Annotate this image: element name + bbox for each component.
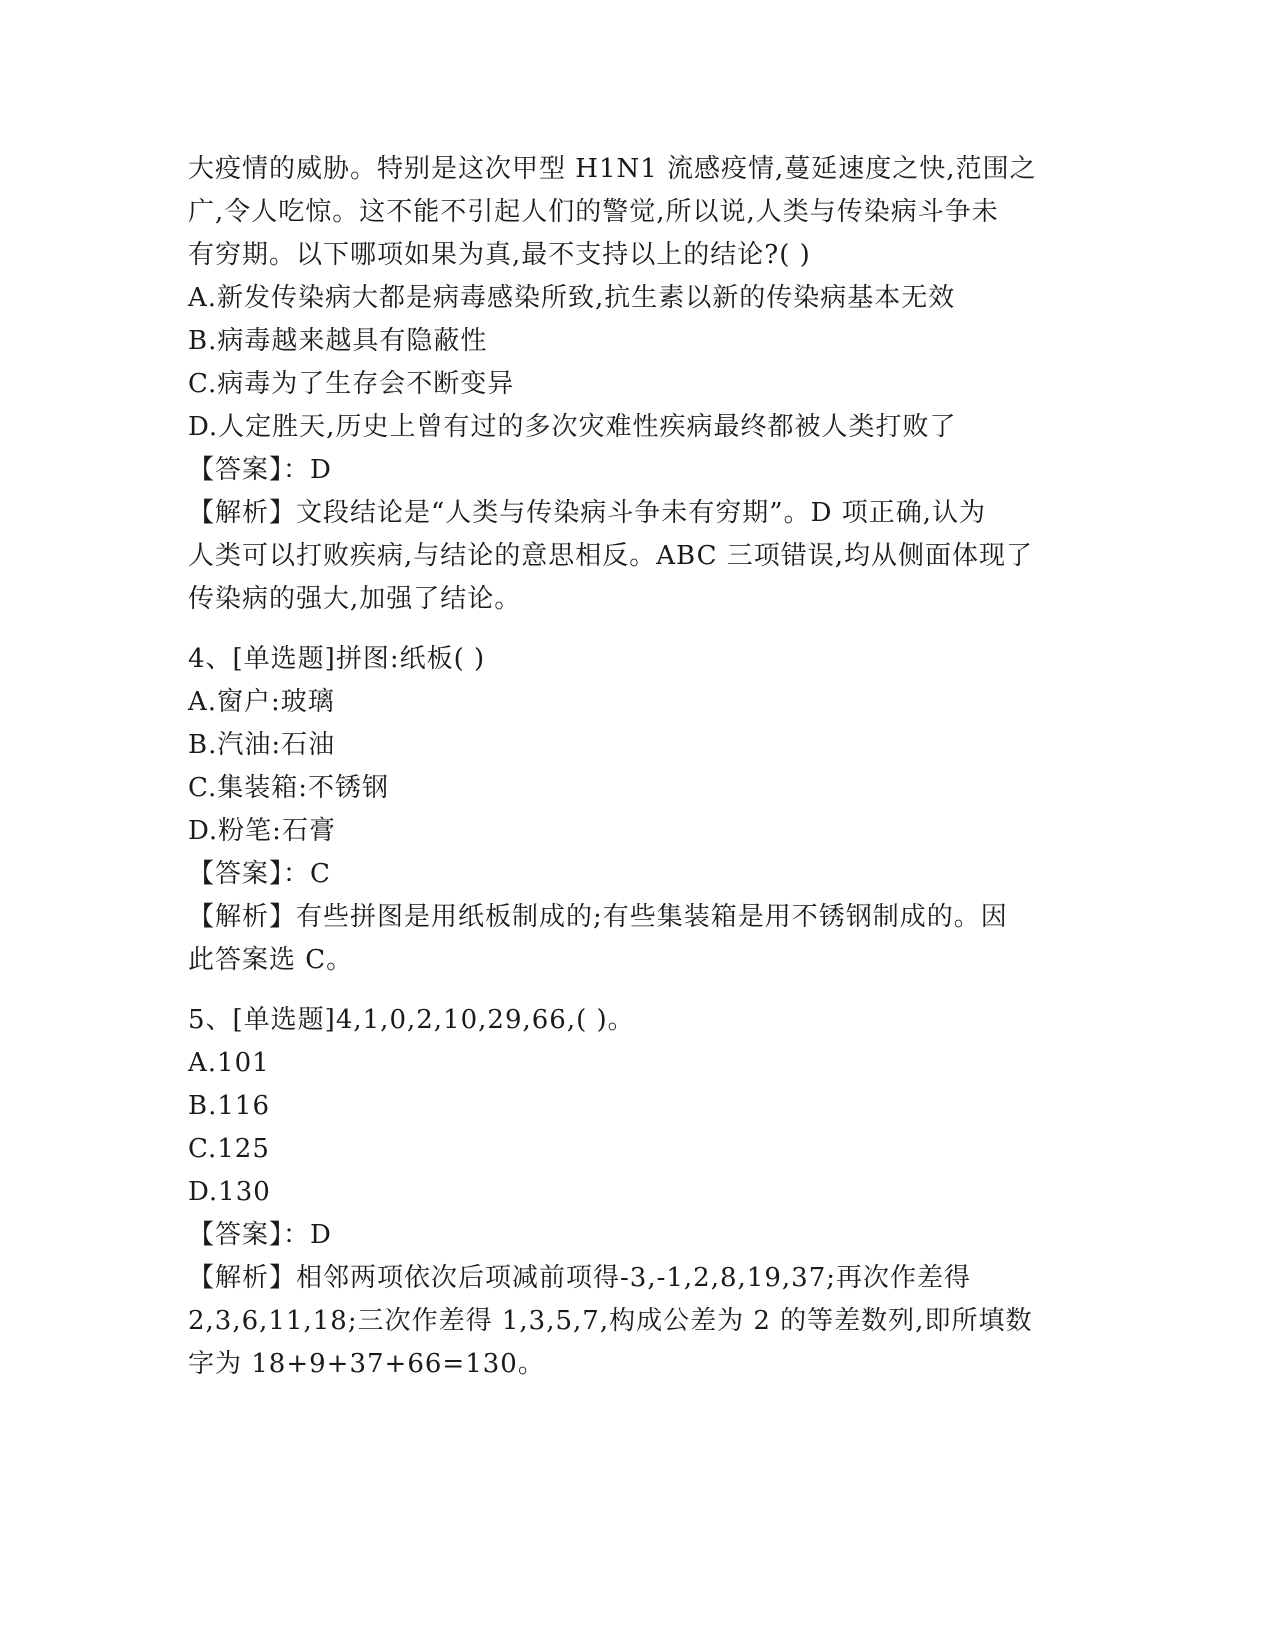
analysis-line: 传染病的强大,加强了结论。	[188, 584, 522, 614]
option-d: D.粉笔:石膏	[188, 816, 336, 846]
analysis-line: 此答案选 C。	[188, 945, 354, 975]
analysis-line: 人类可以打败疾病,与结论的意思相反。ABC 三项错误,均从侧面体现了	[188, 541, 1034, 571]
question-title: 4、[单选题]拼图:纸板( )	[188, 644, 486, 674]
option-a: A.新发传染病大都是病毒感染所致,抗生素以新的传染病基本无效	[188, 283, 956, 313]
analysis-line: 【解析】有些拼图是用纸板制成的;有些集装箱是用不锈钢制成的。因	[188, 902, 1008, 932]
question-stem-line: 有穷期。以下哪项如果为真,最不支持以上的结论?( )	[188, 240, 811, 270]
option-c: C.集装箱:不锈钢	[188, 773, 389, 803]
analysis-line: 字为 18+9+37+66=130。	[188, 1349, 545, 1379]
option-d: D.人定胜天,历史上曾有过的多次灾难性疾病最终都被人类打败了	[188, 412, 957, 442]
spacer	[188, 982, 1088, 999]
option-d: D.130	[188, 1177, 271, 1207]
option-b: B.汽油:石油	[188, 730, 336, 760]
answer: 【答案】：D	[188, 455, 332, 485]
analysis-line: 【解析】相邻两项依次后项减前项得-3,-1,2,8,19,37;再次作差得	[188, 1263, 971, 1293]
question-5	[188, 999, 1088, 1386]
option-b: B.116	[188, 1091, 270, 1121]
analysis-line: 2,3,6,11,18;三次作差得 1,3,5,7,构成公差为 2 的等差数列,即所填数	[188, 1306, 1033, 1336]
option-c: C.病毒为了生存会不断变异	[188, 369, 515, 399]
question-stem-line: 广,令人吃惊。这不能不引起人们的警觉,所以说,人类与传染病斗争未	[188, 197, 999, 227]
analysis-line: 【解析】文段结论是“人类与传染病斗争未有穷期”。D 项正确,认为	[188, 498, 986, 528]
option-a: A.101	[188, 1048, 270, 1078]
question-4	[188, 638, 1088, 982]
option-a: A.窗户:玻璃	[188, 687, 335, 717]
question-title: 5、[单选题]4,1,0,2,10,29,66,( )。	[188, 1005, 635, 1035]
answer: 【答案】：D	[188, 1220, 332, 1250]
spacer	[188, 621, 1088, 638]
question-3	[188, 148, 1088, 621]
option-b: B.病毒越来越具有隐蔽性	[188, 326, 488, 356]
question-stem-line: 大疫情的威胁。特别是这次甲型 H1N1 流感疫情,蔓延速度之快,范围之	[188, 154, 1037, 184]
document-page	[188, 148, 1088, 1386]
option-c: C.125	[188, 1134, 270, 1164]
answer: 【答案】：C	[188, 859, 331, 889]
